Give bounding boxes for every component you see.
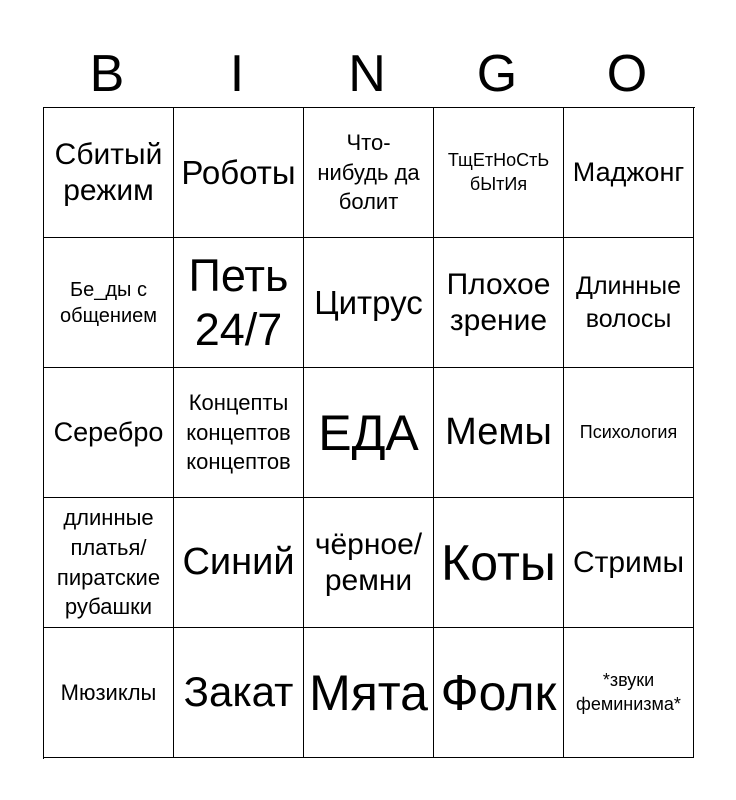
- header-letter-g: G: [476, 45, 518, 103]
- bingo-cell-r4c1[interactable]: [44, 498, 174, 628]
- bingo-cell-r1c4[interactable]: [434, 108, 564, 238]
- bingo-cell-r5c1[interactable]: [44, 628, 174, 758]
- bingo-cell-r2c1[interactable]: [44, 238, 174, 368]
- cell-label: Закат: [183, 668, 294, 716]
- bingo-cell-r4c2[interactable]: [174, 498, 304, 628]
- cell-label: чёрное/ ремни: [314, 527, 423, 597]
- header-letter-b: B: [89, 45, 125, 103]
- header-letter-n: N: [348, 45, 386, 103]
- bingo-cell-r4c3[interactable]: [304, 498, 434, 628]
- bingo-cell-r1c1[interactable]: [44, 108, 174, 238]
- cell-label: Мемы: [445, 410, 552, 453]
- bingo-cell-r4c4[interactable]: [434, 498, 564, 628]
- cell-label: ТщЕтНоСтЬ бЫтИя: [447, 150, 550, 194]
- header-letter-o: O: [606, 45, 648, 103]
- cell-label: Цитрус: [314, 283, 423, 321]
- cell-label: ЕДА: [318, 404, 419, 461]
- bingo-cell-r5c4[interactable]: [434, 628, 564, 758]
- bingo-cell-r3c4[interactable]: [434, 368, 564, 498]
- bingo-cell-r5c2[interactable]: [174, 628, 304, 758]
- bingo-cell-r5c5[interactable]: [564, 628, 694, 758]
- cell-label: Что- нибудь да болит: [317, 129, 420, 215]
- cell-label: *звуки феминизма*: [576, 670, 681, 714]
- bingo-cell-r3c3[interactable]: [304, 368, 434, 498]
- bingo-cell-r1c3[interactable]: [304, 108, 434, 238]
- cell-label: Мята: [309, 664, 428, 721]
- cell-label: Сбитый режим: [54, 137, 163, 207]
- bingo-cell-r3c1[interactable]: [44, 368, 174, 498]
- cell-label: Маджонг: [572, 157, 685, 188]
- cell-label: Концепты концептов концептов: [186, 389, 291, 475]
- cell-label: Бе_ды с общением: [59, 278, 158, 327]
- bingo-grid: [43, 107, 695, 759]
- bingo-cell-r1c5[interactable]: [564, 108, 694, 238]
- cell-label: Фолк: [440, 664, 557, 721]
- cell-label: Роботы: [181, 153, 296, 191]
- bingo-cell-r2c2[interactable]: [174, 238, 304, 368]
- bingo-cell-r5c3[interactable]: [304, 628, 434, 758]
- cell-label: Плохое зрение: [446, 267, 551, 337]
- bingo-cell-r2c3[interactable]: [304, 238, 434, 368]
- bingo-cell-r2c5[interactable]: [564, 238, 694, 368]
- cell-label: Серебро: [53, 417, 164, 448]
- bingo-cell-r2c4[interactable]: [434, 238, 564, 368]
- cell-label: Стримы: [572, 545, 685, 579]
- cell-label: Длинные волосы: [576, 272, 681, 333]
- bingo-cell-r3c2[interactable]: [174, 368, 304, 498]
- cell-label: Синий: [182, 540, 295, 583]
- header-letter-i: I: [229, 45, 245, 103]
- cell-label: Психология: [579, 421, 678, 442]
- cell-label: Мюзиклы: [60, 679, 157, 705]
- bingo-header: [42, 44, 693, 104]
- bingo-cell-r1c2[interactable]: [174, 108, 304, 238]
- cell-label: Коты: [441, 534, 556, 591]
- bingo-cell-r4c5[interactable]: [564, 498, 694, 628]
- bingo-cell-r3c5[interactable]: [564, 368, 694, 498]
- cell-label: длинные платья/ пиратские рубашки: [56, 505, 161, 620]
- cell-label: Петь 24/7: [188, 249, 289, 355]
